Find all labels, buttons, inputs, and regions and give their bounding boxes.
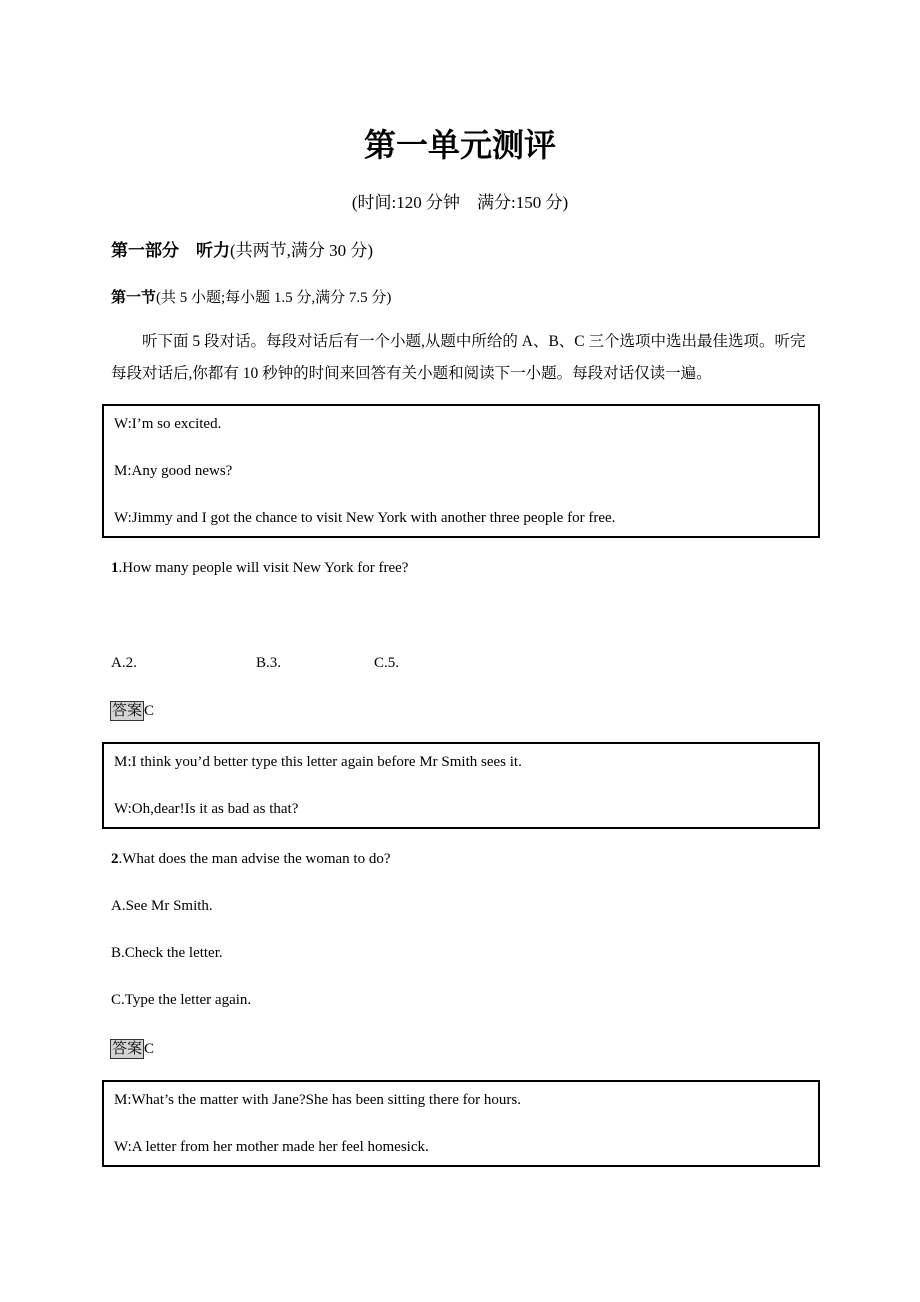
dialog-line: W:I’m so excited.	[114, 416, 222, 432]
question-text: .How many people will visit New York for free?	[118, 560, 409, 576]
dialog-line: M:What’s the matter with Jane?She has been sitting there for hours.	[114, 1092, 521, 1108]
dialog-line: W:Oh,dear!Is it as bad as that?	[114, 801, 299, 817]
answer-badge: 答案	[112, 703, 143, 719]
answer-value: C	[144, 703, 155, 719]
option-b: B.Check the letter.	[111, 945, 223, 961]
exam-info: (时间:120 分钟 满分:150 分)	[351, 193, 569, 212]
instructions: 听下面 5 段对话。每段对话后有一个小题,从题中所给的 A、B、C 三个选项中选出最佳选项。听完每段对话后,你都有 10 秒钟的时间来回答有关小题和阅读下一小题。每段对话仅读一遍。	[111, 333, 806, 382]
option-c: C.5.	[374, 655, 400, 671]
dialog-line: M:I think you’d better type this letter again before Mr Smith sees it.	[114, 754, 522, 770]
question-number: 2	[111, 851, 119, 867]
question-1	[111, 560, 408, 577]
option-b: B.3.	[256, 655, 282, 671]
option-a: A.2.	[111, 655, 137, 671]
answer-1	[110, 701, 154, 721]
option-a: A.See Mr Smith.	[111, 898, 213, 914]
dialog-line: W:A letter from her mother made her feel homesick.	[114, 1139, 429, 1155]
part-heading	[111, 236, 373, 261]
question-text: .What does the man advise the woman to do?	[118, 851, 391, 867]
question-2	[111, 851, 391, 868]
part-detail: (共两节,满分 30 分)	[230, 241, 374, 260]
dialog-line: W:Jimmy and I got the chance to visit New York with another three people for free.	[114, 510, 616, 526]
section-label: 第一节	[111, 290, 157, 306]
section-detail: (共 5 小题;每小题 1.5 分,满分 7.5 分)	[156, 290, 392, 306]
page-title: 第一单元测评	[363, 127, 556, 163]
answer-2	[110, 1039, 154, 1059]
answer-value: C	[144, 1041, 155, 1057]
question-number: 1	[111, 560, 119, 576]
dialog-box-1	[102, 404, 820, 538]
dialog-box-3	[102, 1080, 820, 1167]
option-c: C.Type the letter again.	[111, 992, 252, 1008]
section-heading	[111, 286, 391, 307]
dialog-box-2	[102, 742, 820, 829]
answer-badge: 答案	[112, 1041, 143, 1057]
dialog-line: M:Any good news?	[114, 463, 233, 479]
part-label: 第一部分 听力	[111, 241, 230, 260]
